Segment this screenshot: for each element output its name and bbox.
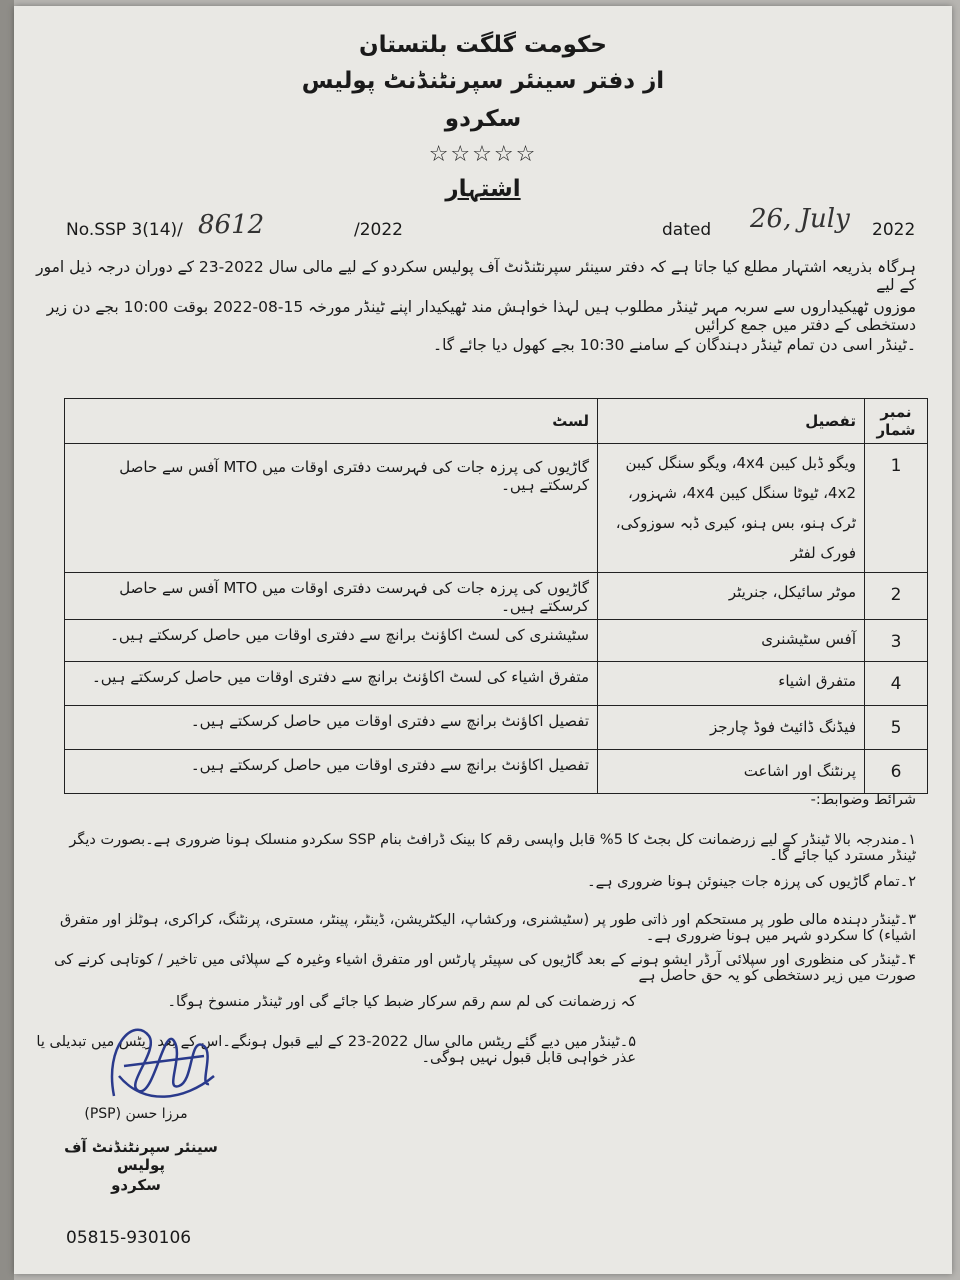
row-number: 6 <box>890 762 902 782</box>
signature-scribble <box>94 1006 224 1116</box>
intro-line-1: ہرگاہ بذریعہ اشتہار مطلع کیا جاتا ہے کہ دفتر سینئر سپرنٹنڈنٹ آف پولیس سکردو کے لیے مالی سال 2022-23 کے دوران درجہ ذیل امور کے لیے <box>36 258 916 294</box>
row-detail: متفرق اشیاء <box>598 662 865 706</box>
table-row <box>65 662 928 706</box>
row-detail: پرنٹنگ اور اشاعت <box>598 750 865 794</box>
signatory-designation: سینئر سپرنٹنڈنٹ آف پولیس <box>64 1138 218 1174</box>
header-stars: ☆☆☆☆☆ <box>428 142 538 167</box>
term-4-line-1: ۴۔ٹینڈر کی منظوری اور سپلائی آرڈر ایشو ہونے کے بعد گاڑیوں کی سپیئر پارٹس اور متفرق اشیاء وغیرہ کے سپلائی میں تاخیر / کوتاہی کرنے کی صورت میں زیر دستخطی کو یہ حق حاصل ہے <box>54 952 916 984</box>
term-5: ۵۔ٹینڈر میں دیے گئے ریٹس مالی سال 2022-23 کے لیے قبول ہونگے۔اس کے بعد ریٹس میں تبدیلی یا عذر خواہی قابل قبول نہیں ہوگی۔ <box>36 1034 636 1066</box>
ref-prefix: No.SSP 3(14)/ <box>66 220 183 240</box>
background-edge <box>0 0 14 1280</box>
term-1: ۱۔مندرجہ بالا ٹینڈر کے لیے زرضمانت کل بجٹ کا 5% قابل واپسی رقم کا بینک ڈرافٹ بنام SSP سکردو منسلک ہونا ضروری ہے۔بصورت دیگر ٹینڈر مسترد کیا جائے گا۔ <box>69 832 916 864</box>
row-list: تفصیل اکاؤنٹ برانچ سے دفتری اوقات میں حاصل کرسکتے ہیں۔ <box>65 750 598 794</box>
header-detail: تفصیل <box>598 399 865 444</box>
row-number: 5 <box>890 718 902 738</box>
terms-heading: شرائط وضوابط:- <box>810 792 916 808</box>
dated-label: dated <box>662 220 712 240</box>
document-page <box>14 6 952 1274</box>
ref-year: /2022 <box>354 220 403 240</box>
signatory-name: مرزا حسن (PSP) <box>84 1106 188 1122</box>
term-4-line-2: کہ زرضمانت کی لم سم رقم سرکار ضبط کیا جائے گی اور ٹینڈر منسوخ ہوگا۔ <box>167 994 636 1010</box>
intro-line-3: ۔ٹینڈر اسی دن تمام ٹینڈر دہندگان کے سامنے 10:30 بجے کھول دیا جائے گا۔ <box>432 336 916 354</box>
table-row <box>65 750 928 794</box>
row-list: متفرق اشیاء کی لسٹ اکاؤنٹ برانچ سے دفتری اوقات میں حاصل کرسکتے ہیں۔ <box>65 662 598 706</box>
header-list: لسٹ <box>65 399 598 444</box>
row-detail: ویگو ڈبل کیبن 4x4، ویگو سنگل کیبن 4x2، ٹیوٹا سنگل کیبن 4x4، شہزور، ٹرک ہنو، بس ہنو، کیری ڈبہ سوزوکی، فورک لفٹر <box>598 444 865 573</box>
row-number: 4 <box>890 674 902 694</box>
row-list: تفصیل اکاؤنٹ برانچ سے دفتری اوقات میں حاصل کرسکتے ہیں۔ <box>65 706 598 750</box>
row-detail: موٹر سائیکل، جنریٹر <box>598 573 865 620</box>
phone-number: 05815-930106 <box>66 1228 192 1248</box>
table-header-row <box>65 399 928 444</box>
intro-line-2: موزوں ٹھیکیداروں سے سربہ مہر ٹینڈر مطلوب ہیں لہذا خواہش مند ٹھیکیدار اپنے ٹینڈر مورخہ 15-08-2022 بوقت 10:00 بجے دن زیر دستخطی کے دفتر میں جمع کرائیں <box>46 298 916 334</box>
row-list: گاڑیوں کی پرزہ جات کی فہرست دفتری اوقات میں MTO آفس سے حاصل کرسکتے ہیں۔ <box>65 444 598 573</box>
date-year: 2022 <box>872 220 916 240</box>
table-row <box>65 620 928 662</box>
ref-number-handwritten: 8612 <box>198 210 265 240</box>
term-3: ۳۔ٹینڈر دہندہ مالی طور پر مستحکم اور ذاتی طور پر (سٹیشنری، ورکشاپ، الیکٹریشن، ڈینٹر، پینٹر، مستری، پرنٹنگ، کراکری، ہوٹلز اور متفرق اشیاء) کا سکردو شہر میں ہونا ضروری ہے۔ <box>59 912 916 944</box>
row-list: گاڑیوں کی پرزہ جات کی فہرست دفتری اوقات میں MTO آفس سے حاصل کرسکتے ہیں۔ <box>65 573 598 620</box>
header-government: حکومت گلگت بلتستان <box>359 32 607 58</box>
row-number: 1 <box>890 456 902 476</box>
row-list: سٹیشنری کی لسٹ اکاؤنٹ برانچ سے دفتری اوقات میں حاصل کرسکتے ہیں۔ <box>65 620 598 662</box>
row-detail: آفس سٹیشنری <box>598 620 865 662</box>
row-number: 3 <box>890 632 902 652</box>
date-handwritten: 26, July <box>750 204 850 234</box>
signatory-place: سکردو <box>111 1176 161 1194</box>
row-number: 2 <box>890 585 902 605</box>
table-row <box>65 706 928 750</box>
table-row <box>65 573 928 620</box>
tender-table <box>64 398 928 794</box>
header-city: سکردو <box>444 106 522 132</box>
term-2: ۲۔تمام گاڑیوں کی پرزہ جات جینوئن ہونا ضروری ہے۔ <box>587 874 916 890</box>
table-row <box>65 444 928 573</box>
header-office: از دفتر سینئر سپرنٹنڈنٹ پولیس <box>301 68 665 94</box>
row-detail: فیڈنگ ڈائیٹ فوڈ چارجز <box>598 706 865 750</box>
document-title: اشتہار <box>445 176 521 202</box>
header-serial: نمبر شمار <box>865 399 928 444</box>
